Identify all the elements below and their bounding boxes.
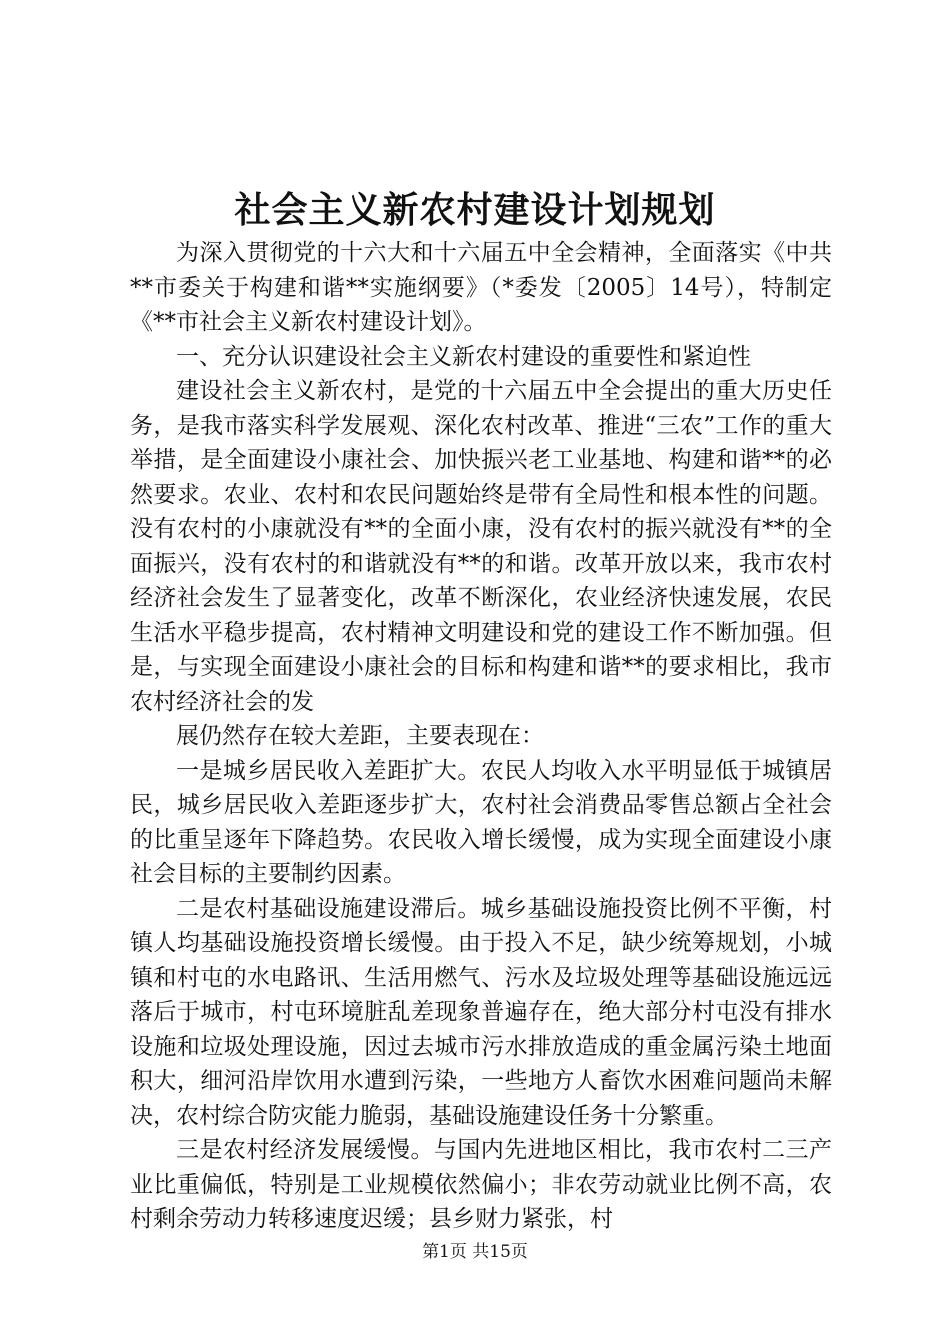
document-body: [130, 236, 832, 1237]
paragraph-importance: 建设社会主义新农村，是党的十六届五中全会提出的重大历史任务，是我市落实科学发展观、深化农村改革、推进“三农”工作的重大举措，是全面建设小康社会、加快振兴老工业基地、构建和谐**的必然要求。农业、农村和农民问题始终是带有全局性和根本性的问题。没有农村的小康就没有**的全面小康，没有农村的振兴就没有**的全面振兴，没有农村的和谐就没有**的和谐。改革开放以来，我市农村经济社会发生了显著变化，改革不断深化，农业经济快速发展，农民生活水平稳步提高，农村精神文明建设和党的建设工作不断加强。但是，与实现全面建设小康社会的目标和构建和谐**的要求相比，我市农村经济社会的发: [130, 378, 832, 715]
paragraph-point-3: 三是农村经济发展缓慢。与国内先进地区相比，我市农村二三产业比重偏低，特别是工业规模依然偏小；非农劳动就业比例不高，农村剩余劳动力转移速度迟缓；县乡财力紧张，村: [130, 1137, 832, 1232]
section-heading-1: 一、充分认识建设社会主义新农村建设的重要性和紧迫性: [176, 343, 751, 370]
paragraph-intro: 为深入贯彻党的十六大和十六届五中全会精神，全面落实《中共**市委关于构建和谐**实施纲要》（*委发〔2005〕14号），特制定《**市社会主义新农村建设计划》。: [130, 240, 832, 335]
paragraph-point-2: 二是农村基础设施建设滞后。城乡基础设施投资比例不平衡，村镇人均基础设施投资增长缓慢。由于投入不足，缺少统筹规划，小城镇和村屯的水电路讯、生活用燃气、污水及垃圾处理等基础设施远远落后于城市，村屯环境脏乱差现象普遍存在，绝大部分村屯没有排水设施和垃圾处理设施，因过去城市污水排放造成的重金属污染土地面积大，细河沿岸饮用水遭到污染，一些地方人畜饮水困难问题尚未解决，农村综合防灾能力脆弱，基础设施建设任务十分繁重。: [130, 895, 832, 1129]
page-footer: 第1页 共15页: [422, 1242, 528, 1262]
document-title: 社会主义新农村建设计划规划: [234, 189, 716, 231]
paragraph-point-1: 一是城乡居民收入差距扩大。农民人均收入水平明显低于城镇居民，城乡居民收入差距逐步扩大，农村社会消费品零售总额占全社会的比重呈逐年下降趋势。农民收入增长缓慢，成为实现全面建设小康社会目标的主要制约因素。: [130, 757, 832, 887]
paragraph-gap-intro: 展仍然存在较大差距，主要表现在：: [176, 723, 544, 749]
